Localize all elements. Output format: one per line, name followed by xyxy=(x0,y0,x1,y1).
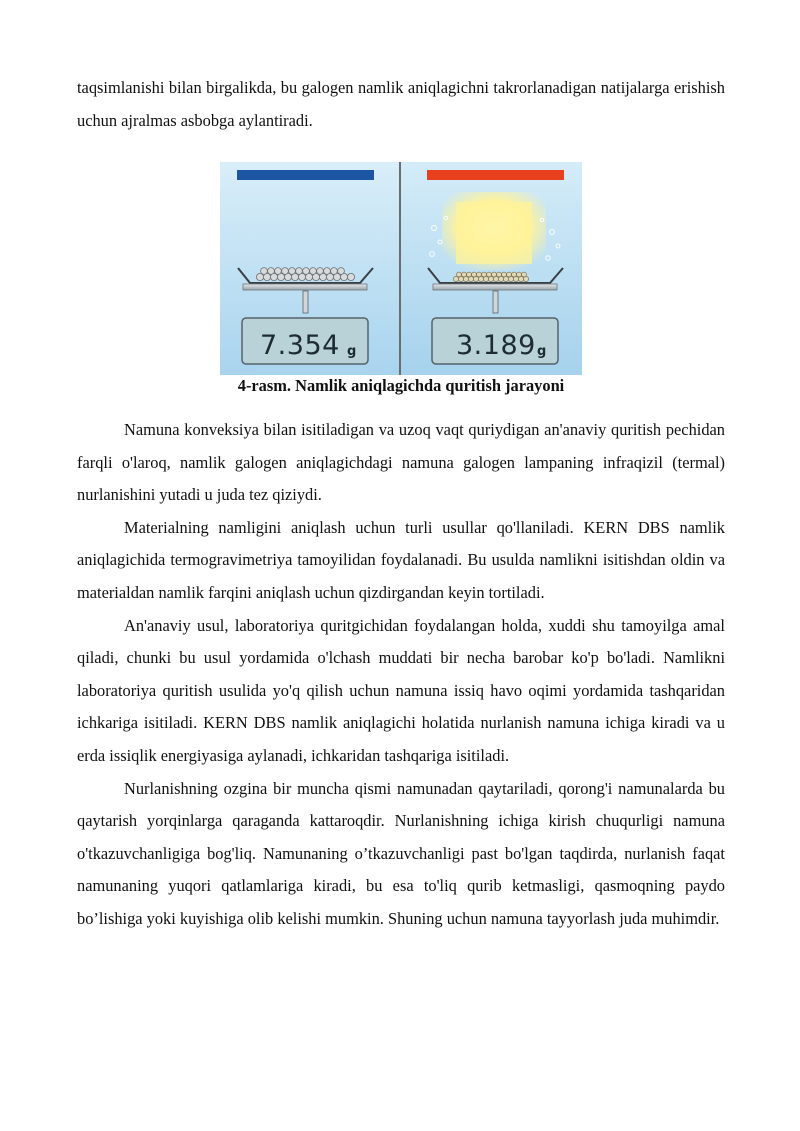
right-weight-unit: g xyxy=(537,344,547,359)
body-text xyxy=(77,414,725,936)
heat-zone xyxy=(456,202,532,264)
paragraph-continued: taqsimlanishi bilan birgalikda, bu galogen namlik aniqlagichni takrorlanadigan natijalarga erishish uchun ajralmas asbobga aylantiradi. xyxy=(77,78,725,130)
left-weight-unit: g xyxy=(347,344,357,359)
figure-caption: 4-rasm. Namlik aniqlagichda quritish jarayoni xyxy=(237,376,565,395)
paragraph-3: An'anaviy usul, laboratoriya quritgichidan foydalangan holda, xuddi shu tamoyilga amal qiladi, chunki bu usul yordamida o'lchash muddati bir necha barobar ko'p bo'ladi. Namlikni laboratoriya quritish usulida yo'q qilish uchun namuna issiq havo oqimi yordamida tashqaridan ichkariga isitiladi. KERN DBS namlik aniqlagichi holatida nurlanish namuna ichiga kiradi va u erda issiqlik energiyasiga aylanadi, ichkaridan tashqariga isitiladi. xyxy=(77,615,725,765)
paragraph-4: Nurlanishning ozgina bir muncha qismi namunadan qaytariladi, qorong'i namunalarda bu qaytarish yorqinlarga qaraganda kattaroqdir. Nurlanishning ichiga kirish chuqurligi namuna o'tkazuvchanligiga bog'liq. Namunaning o’tkazuvchanligi past bo'lgan taqdirda, nurlanish faqat namunaning yuqori qatlamlariga kiradi, bu esa to'liq qurib ketmasligi, qasmoqning paydo bo’lishiga yoki kuyishiga olib kelishi mumkin. Shuning uchun namuna tayyorlash juda muhimdir. xyxy=(77,778,725,928)
right-weight-value: 3.189 xyxy=(456,330,536,361)
figure-drying-process xyxy=(220,162,582,375)
paragraph-1: Namuna konveksiya bilan isitiladigan va uzoq vaqt quriydigan an'anaviy quritish pechidan farqli o'laroq, namlik galogen aniqlagichdagi namuna galogen lampaning infraqizil (termal) nurlanishini yutadi u juda tez qiziydi. xyxy=(77,420,725,505)
paragraph-2: Materialning namligini aniqlash uchun turli usullar qo'llaniladi. KERN DBS namlik aniqlagichida termogravimetriya tamoyilidan foydalanadi. Bu usulda namlikni isitishdan oldin va materialdan namlik farqini aniqlash uchun qizdirgandan keyin tortiladi. xyxy=(77,517,725,602)
cold-indicator-bar xyxy=(237,170,374,180)
drying-illustration xyxy=(220,162,582,375)
left-weight-value: 7.354 xyxy=(260,330,340,361)
hot-indicator-bar xyxy=(427,170,564,180)
